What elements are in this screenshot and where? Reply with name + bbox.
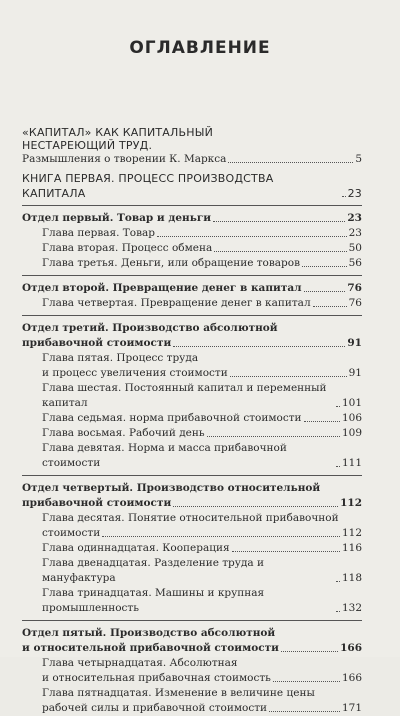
page-number: 171 [341, 702, 362, 714]
page-number: 23 [347, 187, 362, 200]
section-entry-label: прибавочной стоимости [22, 337, 172, 349]
page-number: 112 [340, 497, 362, 509]
chapter-entry[interactable] [22, 426, 362, 441]
dot-leader [207, 436, 340, 437]
page-number: 109 [341, 427, 362, 439]
chapter-entry[interactable] [22, 296, 362, 311]
page-number: 56 [348, 257, 362, 269]
dot-leader [230, 376, 347, 377]
chapter-entry-label: Глава одиннадцатая. Кооперация [42, 542, 230, 554]
chapter-entry[interactable] [22, 556, 362, 586]
section-entry-label: Отдел четвертый. Производство относительной [22, 482, 321, 494]
section-entry[interactable] [22, 336, 362, 351]
dot-leader [228, 162, 353, 163]
chapter-entry[interactable] [22, 701, 362, 716]
divider [22, 315, 362, 316]
dot-leader [157, 236, 347, 237]
page-number: 106 [341, 412, 362, 424]
divider [22, 475, 362, 476]
chapter-entry-label-line [22, 686, 362, 701]
chapter-entry-label: Глава шестая. Постоянный капитал и переменный капитал [42, 382, 327, 409]
chapter-entry-label: Глава пятая. Процесс труда [42, 352, 199, 364]
dot-leader [313, 306, 347, 307]
dot-leader [213, 221, 345, 222]
chapter-entry-label: Глава десятая. Понятие относительной прибавочной [42, 512, 339, 524]
chapter-entry[interactable] [22, 526, 362, 541]
chapter-entry-label: Глава двенадцатая. Разделение труда и мануфактура [42, 557, 265, 584]
chapter-entry[interactable] [22, 586, 362, 616]
dot-leader [214, 251, 346, 252]
section-entry-label-line [22, 321, 362, 336]
section-list [22, 211, 362, 716]
chapter-entry-label-line [22, 656, 362, 671]
chapter-entry-label: Глава седьмая. норма прибавочной стоимости [42, 412, 302, 424]
page-number: 166 [340, 642, 362, 654]
section-entry[interactable] [22, 496, 362, 511]
divider [22, 620, 362, 621]
page-number: 118 [341, 572, 362, 584]
chapter-entry[interactable] [22, 411, 362, 426]
page-number: 166 [341, 672, 362, 684]
page-number: 23 [347, 212, 362, 224]
chapter-entry-label: Глава третья. Деньги, или обращение товаров [42, 257, 301, 269]
section-entry-label-line [22, 481, 362, 496]
dot-leader [336, 466, 340, 467]
chapter-entry-label: Глава четырнадцатая. Абсолютная [42, 657, 238, 669]
page-number: 112 [341, 527, 362, 539]
page-number: 91 [348, 367, 362, 379]
section-entry[interactable] [22, 211, 362, 226]
book-entry[interactable] [22, 171, 362, 201]
page-title: ОГЛАВЛЕНИЕ [129, 38, 271, 58]
chapter-entry[interactable] [22, 366, 362, 381]
page-number: 116 [341, 542, 362, 554]
chapter-entry-label: стоимости [42, 527, 101, 539]
dot-leader [173, 346, 345, 347]
section-entry-label: и относительной прибавочной стоимости [22, 642, 279, 654]
chapter-entry-label: Глава вторая. Процесс обмена [42, 242, 213, 254]
intro-subtitle: Размышления о творении К. Маркса [22, 153, 227, 165]
chapter-entry[interactable] [22, 256, 362, 271]
section-entry-label-line [22, 626, 362, 641]
table-of-contents [22, 126, 362, 716]
chapter-entry-label: и процесс увеличения стоимости [42, 367, 228, 379]
chapter-entry-label: Глава тринадцатая. Машины и крупная промышленность [42, 587, 265, 614]
chapter-entry[interactable] [22, 241, 362, 256]
book-label: КНИГА ПЕРВАЯ. ПРОЦЕСС ПРОИЗВОДСТВА КАПИТАЛА [22, 172, 274, 200]
dot-leader [173, 506, 338, 507]
chapter-entry-label: Глава первая. Товар [42, 227, 156, 239]
section-entry-label: прибавочной стоимости [22, 497, 172, 509]
page-number: 111 [341, 457, 362, 469]
dot-leader [336, 611, 340, 612]
section-entry-label: Отдел пятый. Производство абсолютной [22, 627, 276, 639]
chapter-entry-label: Глава восьмая. Рабочий день [42, 427, 205, 439]
dot-leader [304, 421, 340, 422]
divider [22, 205, 362, 206]
chapter-entry-label: Глава пятнадцатая. Изменение в величине цены [42, 687, 315, 699]
page-number: 91 [347, 337, 362, 349]
section-entry[interactable] [22, 281, 362, 296]
page-number: 132 [341, 602, 362, 614]
chapter-entry[interactable] [22, 541, 362, 556]
chapter-entry-label-line [22, 511, 362, 526]
dot-leader [281, 651, 338, 652]
dot-leader [336, 406, 340, 407]
section-entry-label: Отдел третий. Производство абсолютной [22, 322, 278, 334]
intro-title-line-1: «КАПИТАЛ» КАК КАПИТАЛЬНЫЙ [22, 126, 214, 139]
dot-leader [102, 536, 340, 537]
dot-leader [336, 581, 340, 582]
page-number: 76 [348, 297, 362, 309]
dot-leader [302, 266, 347, 267]
chapter-entry[interactable] [22, 441, 362, 471]
chapter-entry-label: и относительная прибавочная стоимость [42, 672, 271, 684]
page-number: 5 [355, 153, 362, 165]
section-entry[interactable] [22, 641, 362, 656]
page-number: 50 [348, 242, 362, 254]
chapter-entry[interactable] [22, 226, 362, 241]
intro-entry[interactable] [22, 152, 362, 167]
page-number: 23 [348, 227, 362, 239]
chapter-entry[interactable] [22, 381, 362, 411]
page-number: 76 [347, 282, 362, 294]
dot-leader [273, 681, 340, 682]
chapter-entry-label: Глава девятая. Норма и масса прибавочной стоимости [42, 442, 287, 469]
dot-leader [342, 196, 346, 197]
section-entry-label: Отдел второй. Превращение денег в капитал [22, 282, 302, 294]
section-entry-label: Отдел первый. Товар и деньги [22, 212, 212, 224]
dot-leader [304, 291, 346, 292]
divider [22, 275, 362, 276]
dot-leader [269, 711, 340, 712]
dot-leader [232, 551, 340, 552]
chapter-entry-label: Глава четвертая. Превращение денег в капитал [42, 297, 311, 309]
chapter-entry[interactable] [22, 671, 362, 686]
chapter-entry-label-line [22, 351, 362, 366]
intro-title-line-2: НЕСТАРЕЮЩИЙ ТРУД. [22, 139, 153, 152]
chapter-entry-label: рабочей силы и прибавочной стоимости [42, 702, 268, 714]
page-number: 101 [341, 397, 362, 409]
